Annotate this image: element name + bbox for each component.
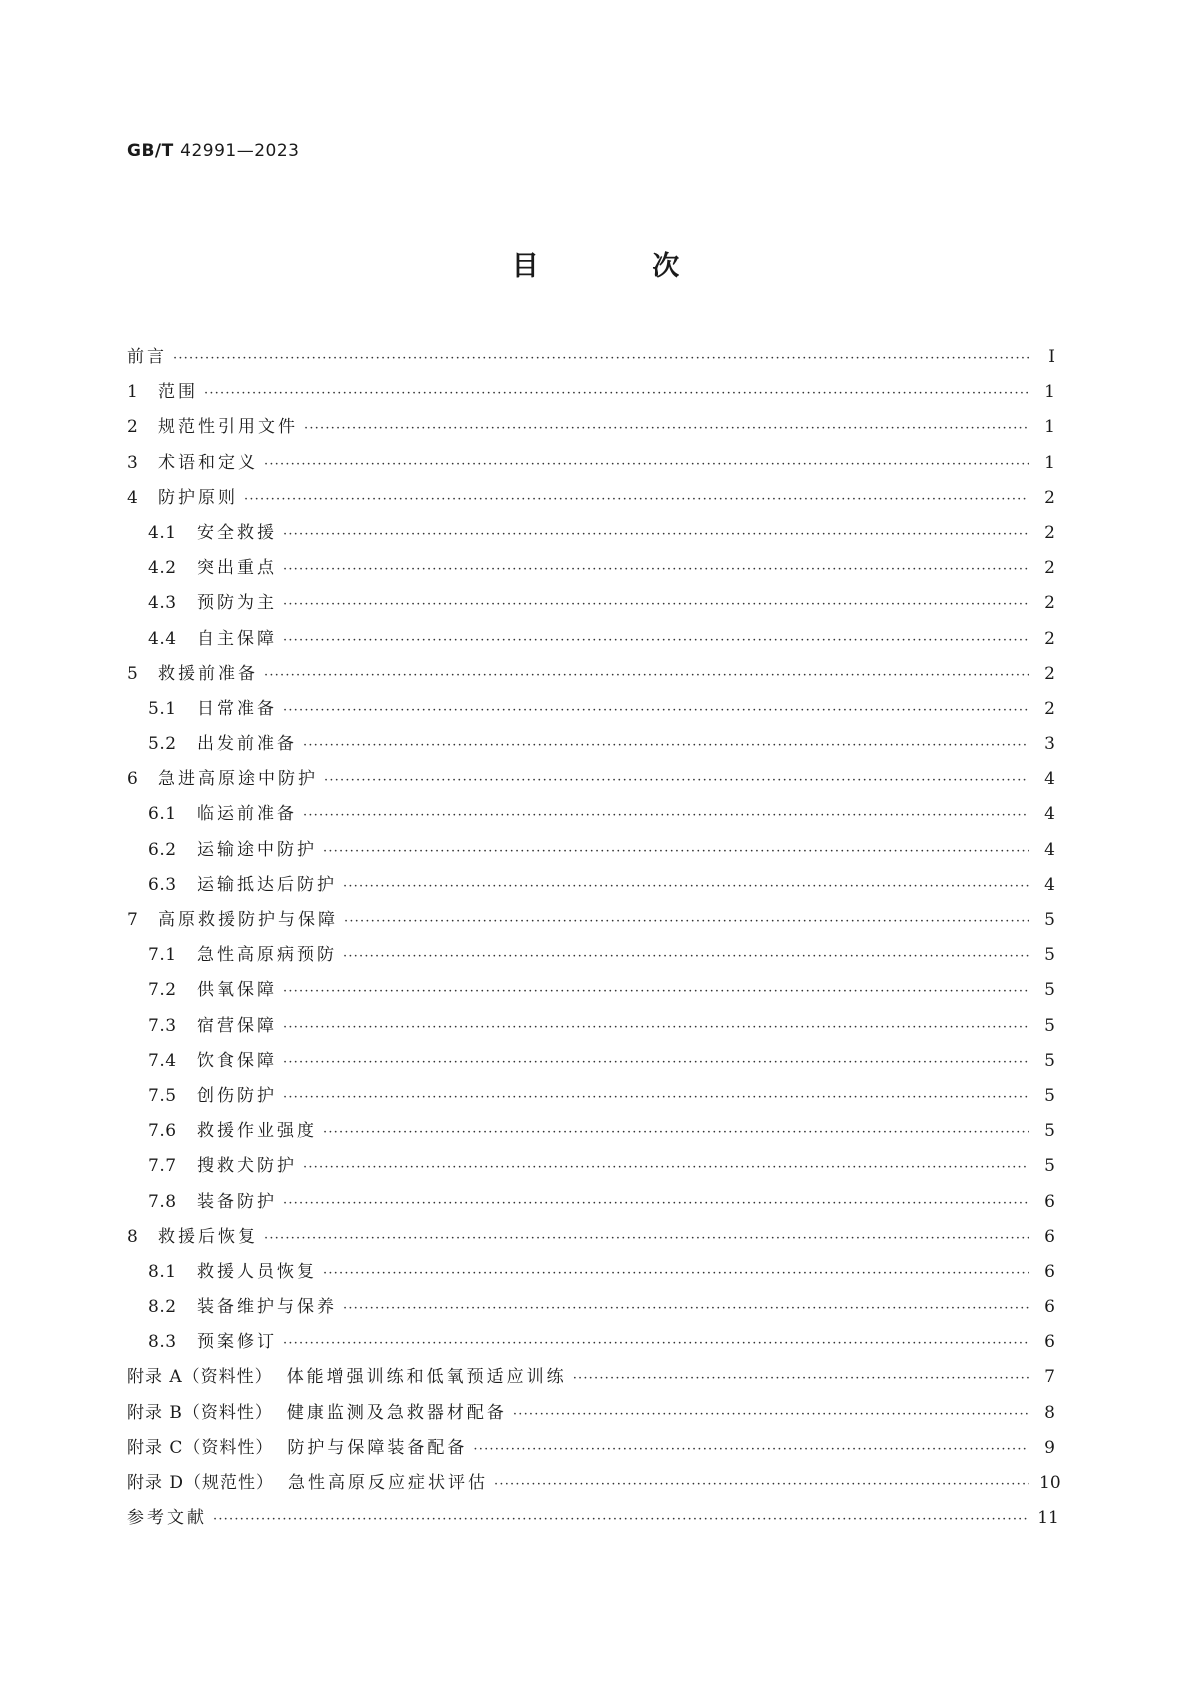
toc-entry-label: 预案修订 (197, 1332, 277, 1353)
toc-entry-label: 急性高原病预防 (197, 945, 337, 966)
toc-entry[interactable] (127, 833, 1055, 868)
toc-entry-label: 高原救援防护与保障 (158, 910, 338, 930)
toc-entry-number: 7 (127, 910, 139, 930)
toc-entry-label: 急进高原途中防护 (158, 769, 318, 790)
toc-entry-number: 7.6 (148, 1121, 177, 1142)
toc-entry-annex-prefix: 附录 A（资料性） (127, 1367, 273, 1388)
toc-entry-page-number: 6 (1044, 1191, 1055, 1212)
toc-entry-page-number: 5 (1044, 1121, 1055, 1142)
toc-entry-number: 4.2 (148, 558, 177, 579)
toc-entry-number: 6.3 (148, 874, 177, 895)
toc-entry[interactable] (127, 1501, 1059, 1536)
toc-entry-number: 7.1 (148, 945, 177, 966)
toc-entry-label: 范围 (158, 382, 198, 403)
toc-entry-number: 7.2 (148, 980, 177, 1001)
toc-entry[interactable] (127, 375, 1055, 410)
toc-entry[interactable] (127, 1185, 1055, 1220)
toc-entry[interactable] (127, 973, 1055, 1008)
toc-entry-number: 6.1 (148, 804, 177, 825)
toc-entry-page-number: 5 (1044, 910, 1055, 930)
toc-entry-number: 5.2 (148, 734, 177, 755)
toc-entry-page-number: 1 (1044, 417, 1055, 438)
toc-leader-dots (213, 1502, 1027, 1537)
toc-entry-label: 运输抵达后防护 (197, 874, 337, 895)
toc-entry-page-number: 2 (1044, 487, 1055, 508)
toc-entry-number: 7.7 (148, 1156, 177, 1177)
toc-entry[interactable] (127, 1396, 1055, 1431)
toc-entry-number: 5 (127, 663, 139, 684)
toc-entry-number: 1 (127, 382, 139, 403)
toc-entry-label: 救援人员恢复 (197, 1261, 317, 1282)
toc-entry-label: 装备防护 (197, 1191, 277, 1212)
toc-entry-label: 规范性引用文件 (158, 417, 298, 438)
toc-entry-number: 5.1 (148, 698, 177, 719)
toc-entry[interactable] (127, 1290, 1055, 1325)
toc-leader-dots (343, 1291, 1029, 1326)
toc-entry-label: 防护与保障装备配备 (287, 1437, 468, 1458)
toc-entry-page-number: 7 (1044, 1367, 1055, 1388)
toc-entry-number: 2 (127, 417, 139, 438)
toc-entry-page-number: 4 (1044, 839, 1055, 860)
toc-entry-page-number: Ⅰ (1048, 347, 1055, 367)
toc-leader-dots (283, 1010, 1029, 1045)
toc-entry-page-number: 2 (1044, 628, 1055, 649)
toc-entry[interactable] (127, 938, 1055, 973)
toc-entry-number: 7.5 (148, 1085, 177, 1106)
toc-entry-page-number: 11 (1037, 1508, 1059, 1529)
toc-entry[interactable] (127, 622, 1055, 657)
toc-entry-number: 4.4 (148, 628, 177, 649)
toc-entry-label: 急性高原反应症状评估 (288, 1473, 489, 1493)
toc-entry[interactable] (127, 446, 1055, 481)
toc-entry[interactable] (127, 692, 1055, 727)
toc-entry-label: 装备维护与保养 (197, 1297, 337, 1318)
toc-entry[interactable] (127, 1466, 1061, 1501)
toc-entry-label: 预防为主 (197, 593, 277, 614)
toc-entry-label: 救援后恢复 (158, 1226, 258, 1247)
toc-entry-label: 宿营保障 (197, 1015, 277, 1036)
toc-entry[interactable] (127, 1360, 1055, 1395)
toc-entry[interactable] (127, 1149, 1055, 1184)
toc-leader-dots (283, 587, 1029, 622)
toc-entry-page-number: 2 (1044, 558, 1055, 579)
toc-entry-label: 参考文献 (127, 1508, 207, 1529)
toc-entry[interactable] (127, 586, 1055, 621)
toc-entry[interactable] (127, 1220, 1055, 1255)
toc-entry-label: 日常准备 (197, 698, 277, 719)
toc-leader-dots (204, 376, 1029, 411)
toc-entry[interactable] (127, 762, 1055, 797)
toc-entry[interactable] (127, 410, 1055, 445)
toc-entry-label: 健康监测及急救器材配备 (286, 1402, 507, 1423)
toc-entry-page-number: 3 (1044, 734, 1055, 755)
toc-entry-page-number: 2 (1044, 698, 1055, 719)
document-prefix: GB/T (127, 141, 174, 161)
toc-entry-number: 4.1 (148, 522, 177, 543)
toc-entry-page-number: 6 (1044, 1297, 1055, 1318)
toc-entry-label: 运输途中防护 (197, 839, 317, 860)
toc-entry-number: 6 (127, 769, 139, 790)
toc-entry-number: 7.4 (148, 1050, 177, 1071)
toc-leader-dots (573, 1361, 1029, 1396)
toc-entry-annex-prefix: 附录 B（资料性） (127, 1402, 273, 1423)
toc-leader-dots (494, 1467, 1029, 1502)
toc-leader-dots (283, 552, 1029, 587)
toc-entry-label: 搜救犬防护 (197, 1156, 297, 1177)
toc-entry-number: 8.2 (148, 1297, 177, 1318)
toc-leader-dots (283, 693, 1029, 728)
toc-entry[interactable] (127, 1325, 1055, 1360)
toc-entry-page-number: 5 (1044, 980, 1055, 1001)
toc-entry-label: 前言 (127, 347, 167, 367)
toc-entry-label: 术语和定义 (158, 452, 258, 473)
toc-leader-dots (344, 904, 1029, 939)
toc-entry-number: 4 (127, 487, 139, 508)
toc-entry-annex-prefix: 附录 C（资料性） (127, 1437, 274, 1458)
toc-leader-dots (283, 623, 1029, 658)
toc-entry-page-number: 5 (1044, 1050, 1055, 1071)
toc-leader-dots (283, 517, 1029, 552)
toc-leader-dots (264, 658, 1029, 693)
toc-entry-number: 3 (127, 452, 139, 473)
toc-entry-page-number: 5 (1044, 1156, 1055, 1177)
toc-entry-number: 8.1 (148, 1261, 177, 1282)
toc-leader-dots (303, 1150, 1029, 1185)
toc-entry-page-number: 1 (1044, 452, 1055, 473)
toc-leader-dots (244, 482, 1029, 517)
toc-leader-dots (323, 1115, 1029, 1150)
toc-entry[interactable] (127, 1431, 1055, 1466)
toc-entry-label: 体能增强训练和低氧预适应训练 (286, 1367, 567, 1388)
toc-entry[interactable] (127, 1255, 1055, 1290)
toc-entry-page-number: 9 (1044, 1437, 1055, 1458)
toc-entry[interactable] (127, 1114, 1055, 1149)
toc-leader-dots (513, 1397, 1029, 1432)
toc-entry[interactable] (127, 340, 1055, 375)
toc-leader-dots (343, 869, 1029, 904)
toc-entry[interactable] (127, 868, 1055, 903)
toc-entry-label: 突出重点 (197, 558, 277, 579)
toc-entry-page-number: 2 (1044, 663, 1055, 684)
document-number-value: 42991—2023 (180, 141, 300, 161)
toc-leader-dots (304, 411, 1029, 446)
toc-entry-page-number: 4 (1044, 874, 1055, 895)
toc-entry[interactable] (127, 481, 1055, 516)
document-number (127, 141, 299, 161)
toc-entry-label: 救援前准备 (158, 663, 258, 684)
toc-entry-page-number: 5 (1044, 1085, 1055, 1106)
toc-leader-dots (173, 341, 1029, 376)
toc-entry-label: 防护原则 (158, 487, 238, 508)
toc-entry[interactable] (127, 551, 1055, 586)
toc-entry[interactable] (127, 727, 1055, 762)
toc-leader-dots (303, 728, 1029, 763)
toc-entry-page-number: 5 (1044, 1015, 1055, 1036)
toc-leader-dots (283, 1326, 1029, 1361)
toc-entry[interactable] (127, 516, 1055, 551)
toc-leader-dots (323, 1256, 1029, 1291)
toc-leader-dots (283, 1045, 1029, 1080)
toc-entry[interactable] (127, 1044, 1055, 1079)
toc-entry[interactable] (127, 1009, 1055, 1044)
toc-leader-dots (473, 1432, 1029, 1467)
toc-entry[interactable] (127, 657, 1055, 692)
toc-leader-dots (343, 939, 1029, 974)
toc-entry-label: 临运前准备 (197, 804, 297, 825)
toc-entry-page-number: 4 (1044, 804, 1055, 825)
toc-entry-page-number: 2 (1044, 593, 1055, 614)
toc-leader-dots (264, 447, 1029, 482)
toc-entry[interactable] (127, 903, 1055, 938)
toc-entry-label: 自主保障 (197, 628, 277, 649)
toc-entry-page-number: 6 (1044, 1332, 1055, 1353)
toc-entry[interactable] (127, 797, 1055, 832)
toc-entry-page-number: 6 (1044, 1261, 1055, 1282)
toc-entry-page-number: 10 (1039, 1473, 1061, 1493)
toc-entry-page-number: 2 (1044, 522, 1055, 543)
toc-entry-label: 供氧保障 (197, 980, 277, 1001)
toc-entry-label: 饮食保障 (197, 1050, 277, 1071)
toc-entry-page-number: 6 (1044, 1226, 1055, 1247)
toc-entry-page-number: 5 (1044, 945, 1055, 966)
toc-entry-page-number: 8 (1044, 1402, 1055, 1423)
table-of-contents (127, 340, 1061, 1536)
toc-entry[interactable] (127, 1079, 1055, 1114)
toc-leader-dots (323, 834, 1029, 869)
toc-entry-label: 安全救援 (197, 522, 277, 543)
toc-entry-number: 8.3 (148, 1332, 177, 1353)
toc-leader-dots (283, 1080, 1029, 1115)
toc-entry-number: 7.8 (148, 1191, 177, 1212)
toc-leader-dots (324, 763, 1029, 798)
toc-leader-dots (283, 974, 1029, 1009)
toc-leader-dots (264, 1221, 1029, 1256)
toc-entry-annex-prefix: 附录 D（规范性） (127, 1473, 275, 1493)
toc-title: 目 次 (511, 251, 732, 282)
toc-leader-dots (283, 1186, 1029, 1221)
toc-entry-page-number: 1 (1044, 382, 1055, 403)
toc-entry-number: 6.2 (148, 839, 177, 860)
toc-entry-number: 7.3 (148, 1015, 177, 1036)
toc-leader-dots (303, 798, 1029, 833)
toc-entry-number: 8 (127, 1226, 139, 1247)
toc-entry-label: 救援作业强度 (197, 1121, 317, 1142)
toc-entry-label: 创伤防护 (197, 1085, 277, 1106)
toc-entry-number: 4.3 (148, 593, 177, 614)
toc-entry-page-number: 4 (1044, 769, 1055, 790)
toc-entry-label: 出发前准备 (197, 734, 297, 755)
